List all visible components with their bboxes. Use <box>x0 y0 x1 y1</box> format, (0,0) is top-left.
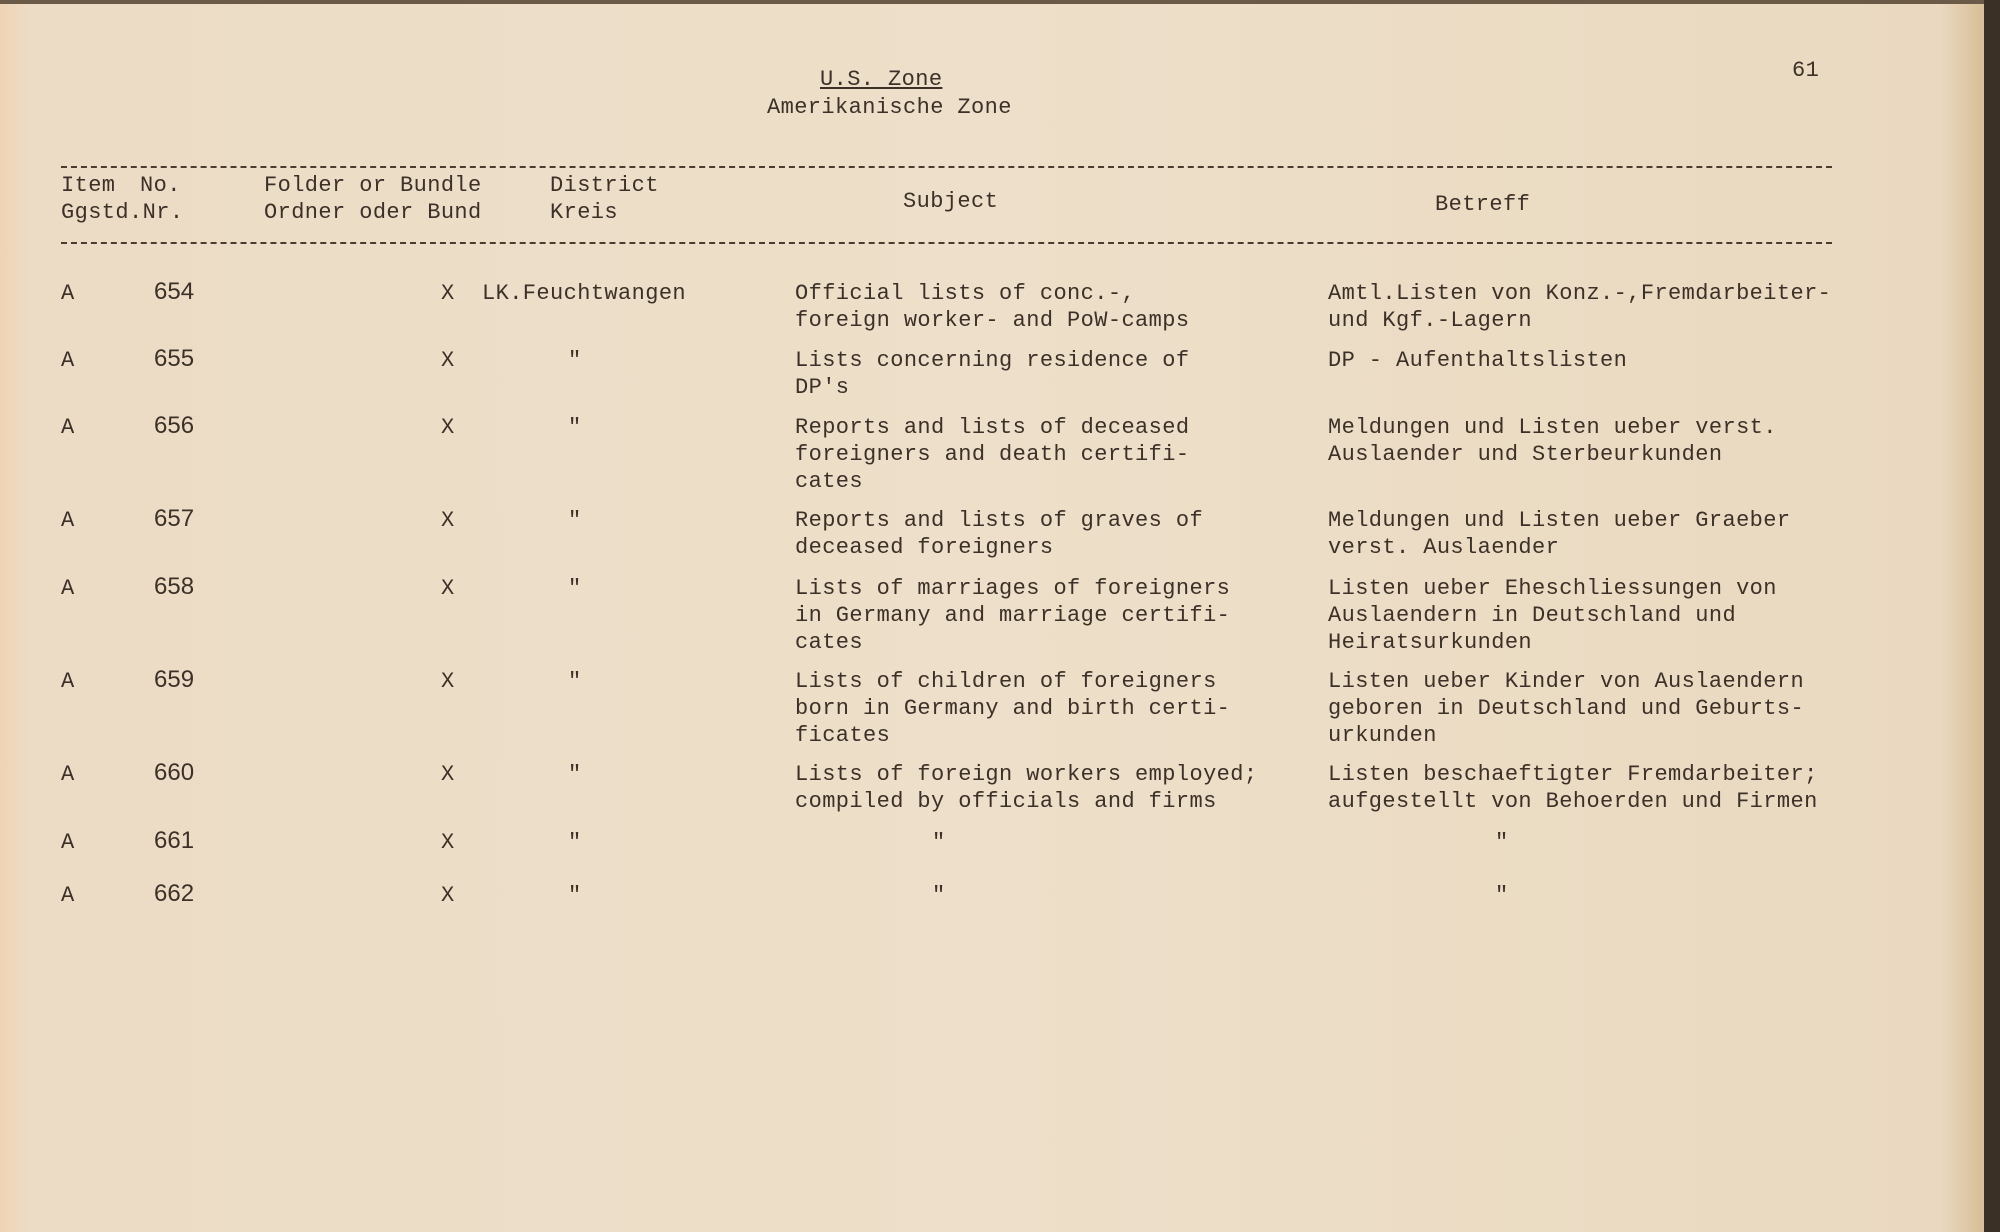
district-cell: " <box>568 508 582 533</box>
item-cell: A <box>61 830 75 855</box>
number-cell: 662 <box>154 880 195 907</box>
betreff-cell: Meldungen und Listen ueber Graeber verst. Auslaender <box>1328 508 1791 560</box>
subject-cell: Lists of marriages of foreigners in Germany and marriage certifi- cates <box>795 576 1231 655</box>
betreff-cell: Listen beschaeftigter Fremdarbeiter; aufgestellt von Behoerden und Firmen <box>1328 762 1818 814</box>
number-cell: 659 <box>154 666 195 693</box>
folder-cell: X <box>441 508 455 533</box>
number-cell: 655 <box>154 345 195 372</box>
folder-cell: X <box>441 669 455 694</box>
subject-cell: " <box>932 830 946 855</box>
folder-cell: X <box>441 348 455 373</box>
district-cell: " <box>568 883 582 908</box>
district-cell: " <box>568 762 582 787</box>
item-cell: A <box>61 762 75 787</box>
district-cell: " <box>568 576 582 601</box>
header-no-en: No. <box>140 173 181 198</box>
subject-cell: Lists of children of foreigners born in Germany and birth certi- ficates <box>795 669 1231 748</box>
number-cell: 656 <box>154 412 195 439</box>
folder-cell: X <box>441 883 455 908</box>
betreff-cell: Listen ueber Kinder von Auslaendern geboren in Deutschland und Geburts- urkunden <box>1328 669 1805 748</box>
subject-cell: " <box>932 883 946 908</box>
number-cell: 660 <box>154 759 195 786</box>
header-betreff: Betreff <box>1435 192 1531 217</box>
district-cell: " <box>568 830 582 855</box>
number-cell: 654 <box>154 278 195 305</box>
betreff-cell: Amtl.Listen von Konz.-,Fremdarbeiter- und Kgf.-Lagern <box>1328 281 1832 333</box>
folder-cell: X <box>441 762 455 787</box>
folder-cell: X <box>441 576 455 601</box>
number-cell: 657 <box>154 505 195 532</box>
betreff-cell: Meldungen und Listen ueber verst. Auslaender und Sterbeurkunden <box>1328 415 1777 467</box>
district-cell: " <box>568 669 582 694</box>
item-cell: A <box>61 669 75 694</box>
subject-cell: Reports and lists of graves of deceased foreigners <box>795 508 1204 560</box>
subject-cell: Lists concerning residence of DP's <box>795 348 1190 400</box>
header-divider-bottom <box>61 242 1832 244</box>
page-number: 61 <box>1792 58 1820 83</box>
page-subtitle: Amerikanische Zone <box>767 95 1012 120</box>
header-district-de: Kreis <box>550 200 619 225</box>
item-cell: A <box>61 415 75 440</box>
item-cell: A <box>61 508 75 533</box>
district-cell: " <box>568 415 582 440</box>
betreff-cell: Listen ueber Eheschliessungen von Auslaendern in Deutschland und Heiratsurkunden <box>1328 576 1777 655</box>
district-cell: LK.Feuchtwangen <box>482 281 687 306</box>
betreff-cell: DP - Aufenthaltslisten <box>1328 348 1628 373</box>
header-district-en: District <box>550 173 659 198</box>
betreff-cell: " <box>1495 883 1509 908</box>
page-title: U.S. Zone <box>820 67 943 92</box>
header-folder-de: Ordner oder Bund <box>264 200 482 225</box>
header-folder-en: Folder or Bundle <box>264 173 482 198</box>
number-cell: 661 <box>154 827 195 854</box>
item-cell: A <box>61 348 75 373</box>
page-edge-right <box>1984 0 2000 1232</box>
header-subject: Subject <box>903 189 999 214</box>
item-cell: A <box>61 281 75 306</box>
header-item-de: Ggstd.Nr. <box>61 200 184 225</box>
district-cell: " <box>568 348 582 373</box>
subject-cell: Official lists of conc.-, foreign worker- and PoW-camps <box>795 281 1190 333</box>
subject-cell: Lists of foreign workers employed; compiled by officials and firms <box>795 762 1258 814</box>
header-divider-top <box>61 166 1832 168</box>
item-cell: A <box>61 883 75 908</box>
folder-cell: X <box>441 830 455 855</box>
page-edge-top <box>0 0 2000 4</box>
header-item-en: Item <box>61 173 116 198</box>
number-cell: 658 <box>154 573 195 600</box>
item-cell: A <box>61 576 75 601</box>
betreff-cell: " <box>1495 830 1509 855</box>
folder-cell: X <box>441 415 455 440</box>
folder-cell: X <box>441 281 455 306</box>
subject-cell: Reports and lists of deceased foreigners and death certifi- cates <box>795 415 1190 494</box>
